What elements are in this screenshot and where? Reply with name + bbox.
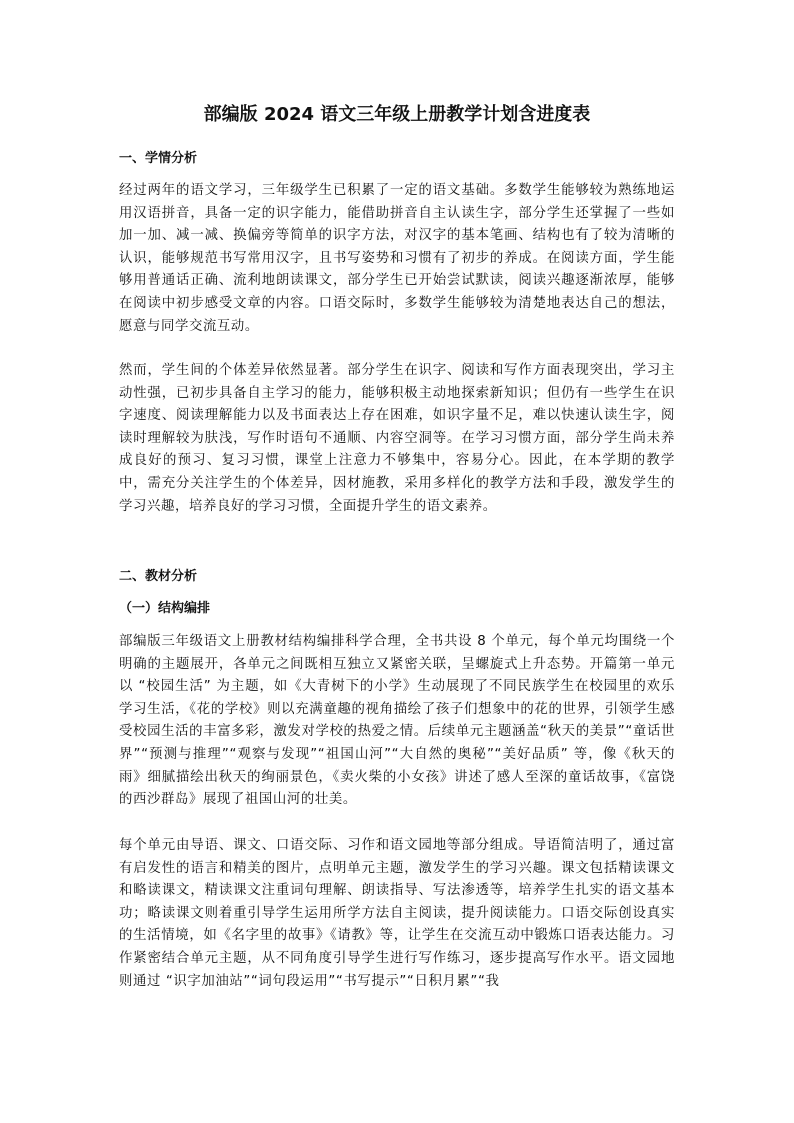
paragraph-learning-foundation: 经过两年的语文学习，三年级学生已积累了一定的语文基础。多数学生能够较为熟练地运用汉语拼音，具备一定的识字能力，能借助拼音自主认读生字，部分学生还掌握了一些如加一加、减一减、换偏旁等简单的识字方法，对汉字的基本笔画、结构也有了较为清晰的认识，能够规范书写常用汉字，且书写姿势和习惯有了初步的养成。在阅读方面，学生能够用普通话正确、流利地朗读课文，部分学生已开始尝试默读，阅读兴趣逐渐浓厚，能够在阅读中初步感受文章的内容。口语交际时，多数学生能够较为清楚地表达自己的想法，愿意与同学交流互动。 [119, 183, 675, 334]
paragraph-unit-components: 每个单元由导语、课文、口语交际、习作和语文园地等部分组成。导语简洁明了，通过富有启发性的语言和精美的图片，点明单元主题，激发学生的学习兴趣。课文包括精读课文和略读课文，精读课文注重词句理解、朗读指导、写法渗透等，培养学生扎实的语文基本功；略读课文则着重引导学生运用所学方法自主阅读，提升阅读能力。口语交际创设真实的生活情境，如《名字里的故事》《请教》等，让学生在交流互动中锻炼口语表达能力。习作紧密结合单元主题，从不同角度引导学生进行写作练习，逐步提高写作水平。语文园地则通过 “识字加油站”“词句段运用”“书写提示”“日积月累”“我 [119, 838, 675, 989]
paragraph-individual-differences: 然而，学生间的个体差异依然显著。部分学生在识字、阅读和写作方面表现突出，学习主动性强，已初步具备自主学习的能力，能够积极主动地探索新知识；但仍有一些学生在识字速度、阅读理解能力以及书面表达上存在困难，如识字量不足，难以快速认读生字，阅读时理解较为肤浅，写作时语句不通顺、内容空洞等。在学习习惯方面，部分学生尚未养成良好的预习、复习习惯，课堂上注意力不够集中，容易分心。因此，在本学期的教学中，需充分关注学生的个体差异，因材施教，采用多样化的教学方法和手段，激发学生的学习兴趣，培养良好的学习习惯，全面提升学生的语文素养。 [119, 363, 675, 514]
section-heading-learning-analysis: 一、学情分析 [119, 151, 198, 166]
section-heading-textbook-analysis: 二、教材分析 [119, 569, 198, 584]
document-page [119, 0, 675, 1123]
subheading-structure: （一）结构编排 [119, 601, 211, 616]
paragraph-unit-structure: 部编版三年级语文上册教材结构编排科学合理，全书共设 8 个单元，每个单元均围绕一个明确的主题展开，各单元之间既相互独立又紧密关联，呈螺旋式上升态势。开篇第一单元以 “校园生活” 为主题，如《大青树下的小学》生动展现了不同民族学生在校园里的欢乐学习生活，《花的学校》则以充满童趣的视角描绘了孩子们想象中的花的世界，引领学生感受校园生活的丰富多彩，激发对学校的热爱之情。后续单元主题涵盖“秋天的美景”“童话世界”“预测与推理”“观察与发现”“祖国山河”“大自然的奥秘”“美好品质” 等，像《秋天的雨》细腻描绘出秋天的绚丽景色，《卖火柴的小女孩》讲述了感人至深的童话故事，《富饶的西沙群岛》展现了祖国山河的壮美。 [119, 634, 675, 808]
document-title: 部编版 2024 语文三年级上册教学计划含进度表 [203, 104, 591, 125]
